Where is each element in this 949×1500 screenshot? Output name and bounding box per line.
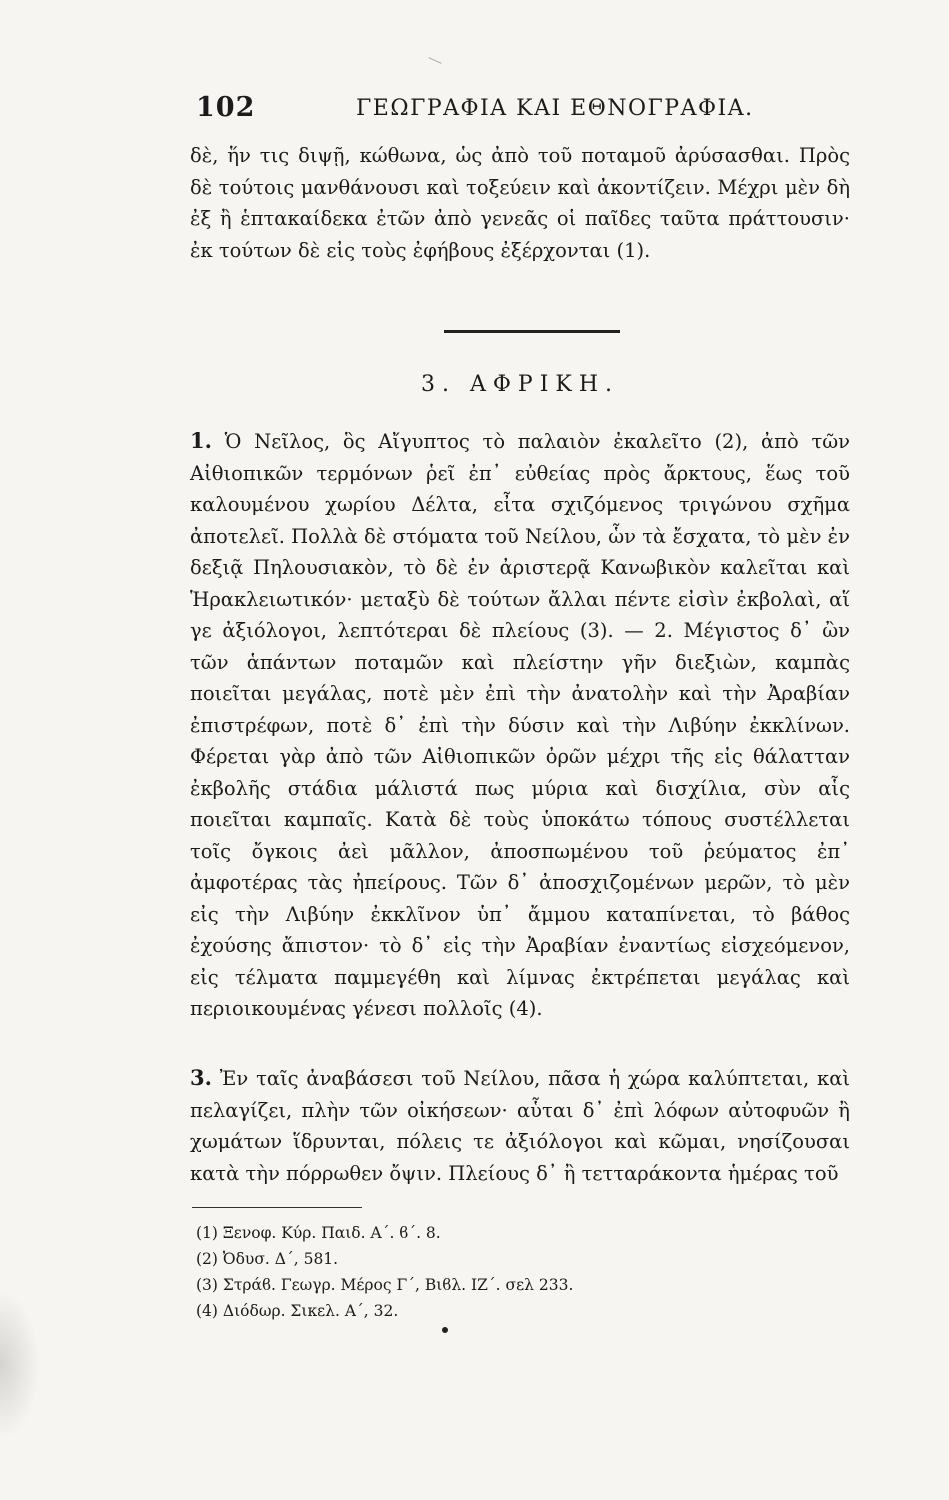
footnote-3: (3) Στράϐ. Γεωγρ. Μέρος Γ΄, Βιϐλ. ΙΖ΄. σελ 233. bbox=[196, 1276, 574, 1294]
footnote-2: (2) Ὀδυσ. Δ΄, 581. bbox=[196, 1250, 339, 1268]
paragraph-text: Ὁ Νεῖλος, ὃς Αἴγυπτος τὸ παλαιὸν ἐκαλεῖτο (2), ἀπὸ τῶν Αἰθιοπικῶν τερμόνων ῥεῖ ἐπ᾽ εὐθείας πρὸς ἄρκτους, ἕως τοῦ καλουμένου χωρίου Δέλτα, εἶτα σχιζόμενος τριγώνου σχῆμα ἀποτελεῖ. Πολλὰ δὲ στόματα τοῦ Νείλου, ὧν τὰ ἔσχατα, τὸ μὲν ἐν δεξιᾷ Πηλουσιακὸν, τὸ δὲ ἐν ἀριστερᾷ Κανωβικὸν καλεῖται καὶ Ἡρακλειωτικόν· μεταξὺ δὲ τούτων ἄλλαι πέντε εἰσὶν ἐκβολαὶ, αἵ γε ἀξιόλογοι, λεπτότεραι δὲ πλείους (3). — 2. Μέγιστος δ᾽ ὢν τῶν ἁπάντων ποταμῶν καὶ πλείστην γῆν διεξιὼν, καμπὰς ποιεῖται μεγάλας, ποτὲ μὲν ἐπὶ τὴν ἀνατολὴν καὶ τὴν Ἀραβίαν ἐπιστρέφων, ποτὲ δ᾽ ἐπὶ τὴν δύσιν καὶ τὴν Λιβύην ἐκκλίνων. Φέρεται γὰρ ἀπὸ τῶν Αἰθιοπικῶν ὀρῶν μέχρι τῆς εἰς θάλατταν ἐκβολῆς στάδια μάλιστά πως μύρια καὶ δισχίλια, σὺν αἷς ποιεῖται καμπαῖς. Κατὰ δὲ τοὺς ὑποκάτω τόπους συστέλλεται τοῖς ὄγκοις ἀεὶ μᾶλλον, ἀποσπωμένου τοῦ ῥεύματος ἐπ᾽ ἀμφοτέρας τὰς ἠπείρους. Τῶν δ᾽ ἀποσχιζομένων μερῶν, τὸ μὲν εἰς τὴν Λιβύην ἐκκλῖνον ὑπ᾽ ἄμμου καταπίνεται, τὸ βάθος ἐχούσης ἄπιστον· τὸ δ᾽ εἰς τὴν Ἀραβίαν ἐναντίως εἰσχεόμενον, εἰς τέλματα παμμεγέθη καὶ λίμνας ἐκτρέπεται μεγάλας καὶ περιοικουμένας γένεσι πολλοῖς (4). bbox=[190, 430, 850, 1020]
footnote-1: (1) Ξενοφ. Κύρ. Παιδ. Α΄. ϐ΄. 8. bbox=[196, 1224, 441, 1242]
footnote-4: (4) Διόδωρ. Σικελ. Α΄, 32. bbox=[196, 1302, 399, 1320]
page-header bbox=[196, 92, 856, 132]
paragraph-number: 1. bbox=[190, 428, 212, 453]
paper-mark bbox=[428, 57, 441, 64]
ink-dot bbox=[442, 1327, 448, 1333]
footnotes bbox=[196, 1220, 696, 1324]
paragraph-text: δὲ, ἥν τις διψῇ, κώθωνα, ὡς ἀπὸ τοῦ ποταμοῦ ἀρύσασθαι. Πρὸς δὲ τούτοις μανθάνουσι καὶ τοξεύειν καὶ ἀκοντίζειν. Μέχρι μὲν δὴ ἐξ ἢ ἑπτακαίδεκα ἐτῶν ἀπὸ γενεᾶς οἱ παῖδες ταῦτα πράττουσιν· ἐκ τούτων δὲ εἰς τοὺς ἐφήβους ἐξέρχονται (1). bbox=[190, 144, 850, 262]
page-number: 102 bbox=[196, 92, 256, 123]
paragraph-body bbox=[190, 425, 850, 1025]
paragraph-body bbox=[190, 1062, 850, 1189]
footnote-rule bbox=[192, 1207, 362, 1208]
paragraph-text: Ἐν ταῖς ἀναβάσεσι τοῦ Νείλου, πᾶσα ἡ χώρα καλύπτεται, καὶ πελαγίζει, πλὴν τῶν οἰκήσεων· αὗται δ᾽ ἐπὶ λόφων αὐτοφυῶν ἢ χωμάτων ἵδρυνται, πόλεις τε ἀξιόλογοι καὶ κῶμαι, νησίζουσαι κατὰ τὴν πόρρωθεν ὄψιν. Πλείους δ᾽ ἢ τετταράκοντα ἡμέρας τοῦ bbox=[190, 1067, 851, 1185]
paragraph-flooding bbox=[190, 1062, 850, 1189]
section-heading: 3. ΑΦΡΙΚΗ. bbox=[420, 372, 619, 397]
running-title: ΓΕΩΓΡΑΦΙΑ ΚΑΙ ΕΘΝΟΓΡΑΦΙΑ. bbox=[356, 96, 754, 121]
section-divider bbox=[444, 330, 620, 333]
paragraph-continuation bbox=[190, 140, 850, 266]
paragraph-nile bbox=[190, 425, 850, 1025]
paragraph-number: 3. bbox=[190, 1065, 212, 1090]
paper-stain bbox=[0, 1290, 40, 1440]
